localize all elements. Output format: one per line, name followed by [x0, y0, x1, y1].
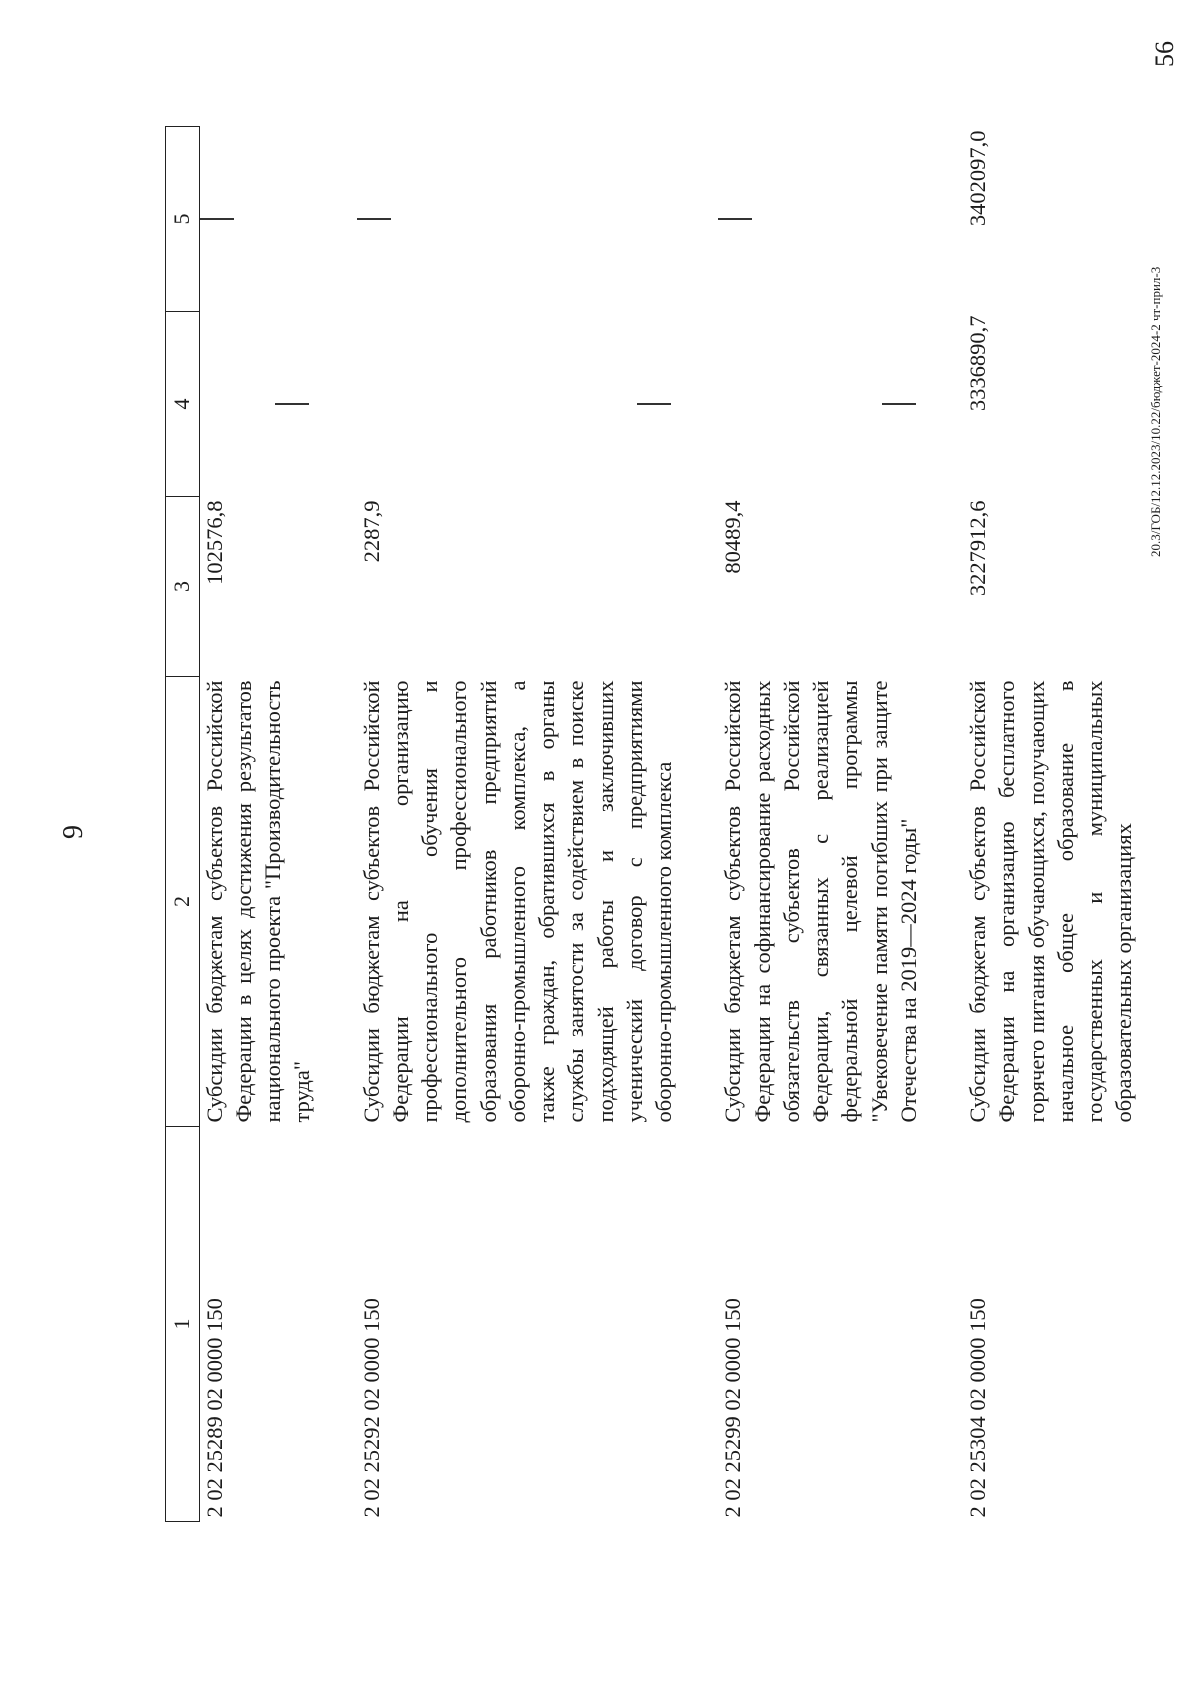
value-col5-dash	[357, 127, 679, 312]
table-row	[357, 127, 679, 1522]
value-col3: 2287,9	[358, 500, 384, 563]
value-col5-dash	[199, 127, 317, 312]
value-col4: 3336890,7	[965, 315, 991, 412]
row-description: Субсидии бюджетам субъектов Российской Федерации на софинансирование расходных обязательств субъектов Российской Федерации, связанных с реализацией федеральной целевой программы "Увековечение памяти погибших при защите Отечества на 2019—2024 годы"	[720, 680, 921, 1123]
value-col3: 80489,4	[720, 500, 746, 574]
budget-code: 2 02 25299 02 0000 150	[720, 1298, 746, 1518]
column-header-5: 5	[166, 127, 200, 312]
value-col4-dash	[357, 312, 679, 497]
value-col5: 3402097,0	[965, 130, 991, 227]
value-col4-dash	[199, 312, 317, 497]
row-description: Субсидии бюджетам субъектов Российской Федерации в целях достижения результатов национального проекта "Производительность труда"	[201, 680, 315, 1123]
table-row	[718, 127, 923, 1522]
column-header-2: 2	[166, 677, 200, 1127]
row-description: Субсидии бюджетам субъектов Российской Федерации на организацию бесплатного горячего питания обучающихся, получающих начальное общее образование в государственных и муниципальных образовательных организациях	[965, 680, 1137, 1123]
footer-document-code: 20.3/ГОБ/12.12.2023/10.22/бюджет-2024-2 чт-прил-3	[1148, 266, 1163, 557]
column-header-1: 1	[166, 1127, 200, 1522]
budget-code: 2 02 25292 02 0000 150	[358, 1298, 384, 1518]
budget-table	[165, 126, 1139, 1522]
value-col3: 3227912,6	[965, 500, 991, 597]
row-description: Субсидии бюджетам субъектов Российской Федерации на организацию профессионального обучения и дополнительного профессионального образования работников предприятий оборонно-промышленного комплекса, а также граждан, обратившихся в органы службы занятости за содействием в поиске подходящей работы и заключивших ученический договор с предприятиями оборонно-промышленного комплекса	[358, 680, 677, 1123]
value-col5-dash	[718, 127, 923, 312]
table-row	[963, 127, 1139, 1522]
page-number: 9	[58, 825, 89, 839]
budget-code: 2 02 25289 02 0000 150	[201, 1298, 227, 1518]
value-col3: 102576,8	[201, 500, 227, 585]
sheet-number: 56	[1150, 41, 1179, 67]
column-header-3: 3	[166, 497, 200, 677]
table-row	[199, 127, 317, 1522]
budget-code: 2 02 25304 02 0000 150	[965, 1298, 991, 1518]
table-header-row	[166, 127, 200, 1522]
value-col4-dash	[718, 312, 923, 497]
column-header-4: 4	[166, 312, 200, 497]
